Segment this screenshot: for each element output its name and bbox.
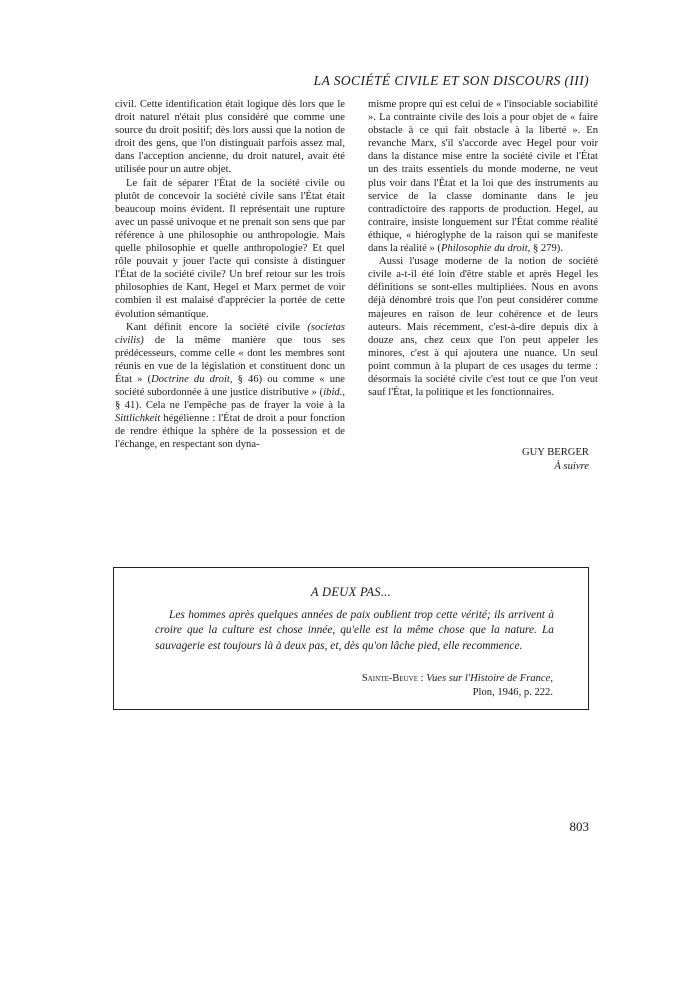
work-title: Philosophie du droit, [440, 243, 531, 255]
quote-source-separator: : [418, 673, 427, 684]
signature-note: À suivre [554, 461, 589, 472]
text-run: § 46) ou comme « une société subordonnée à une justice distributive » ( [115, 373, 345, 399]
text-run: misme propre qui est celui de « l'insociable sociabilité ». La contrainte civile des lois a pour objet de « faire obstacle à ce qui fait obstacle à la liberté ». En revanche Marx, s'il s'accorde avec Hegel pour voir dans la distance mise entre la société civile et l'État un des traits essentiels du monde moderne, ne veut plus voir dans l'État et la loi que des instruments au service de la classe dominante dans le jeu contradictoire des rapports de production. Hegel, au contraire, insiste longuement sur l'État comme réalité éthique, « hiéroglyphe de la raison qui se manifeste dans la réalité » ( [368, 99, 598, 255]
left-paragraph-3 [115, 321, 345, 452]
signature-author: GUY BERGER [522, 447, 589, 458]
text-run: § 279). [530, 243, 563, 255]
quote-source-work: Vues sur l'Histoire de France, [426, 673, 553, 684]
text-run: Kant définit encore la société civile [126, 321, 308, 333]
quote-text: Les hommes après quelques années de paix oublient trop cette vérité; ils arrivent à croire que la culture est chose innée, qu'elle est la même chose que la nature. La sauvagerie est toujours là à deux pas, et, dès qu'on lâche pied, elle recommence. [155, 609, 554, 652]
text-run: hégélienne : l'État de droit a pour fonction de rendre éthique la sphère de la possession et de l'échange, en respectant son dyna- [115, 413, 345, 451]
german-term: Sittlichkeit [115, 413, 161, 425]
quote-box [113, 567, 589, 710]
quote-box-title: A DEUX PAS... [310, 585, 392, 599]
work-title: Doctrine du droit, [151, 373, 233, 385]
right-paragraph-2: Aussi l'usage moderne de la notion de société civile a-t-il été loin d'être stable et après Hegel les définitions se sont-elles multipliées. Nous en avons déjà dénombré trois que l'on peut considérer comme majeures en raison de leur cohérence et de leurs auteurs. Mais récemment, c'est-à-dire depuis dix à douze ans, chez ceux que l'on peut appeler les minores, c'est à qui ajoutera une nuance. Un seul point commun à la plupart de ces usages du terme : désormais la société civile c'est tout ce que l'on veut sauf l'État, la politique et les fonctionnaires. [368, 256, 598, 399]
page-number: 803 [569, 819, 589, 834]
running-head: LA SOCIÉTÉ CIVILE ET SON DISCOURS (III) [313, 73, 589, 88]
text-run: de la même manière que tous ses prédécesseurs, comme celle « dont les membres sont réunis en vue de la législation et constituent donc un État » ( [115, 334, 345, 385]
left-column [115, 98, 345, 452]
quote-source-author: Sainte-Beuve [361, 673, 419, 684]
quote-source [362, 672, 553, 700]
left-paragraph-2: Le fait de séparer l'État de la société civile ou plutôt de concevoir la société civile sans l'État était beaucoup moins évident. Il représentait une rupture avec un passé univoque et ne prenait son sens que par référence à une philosophie ou anthropologie. Mais quelle philosophie et quelle anthropologie? Et quel rôle pouvait y jouer l'acte qui consiste à distinguer l'État de la société civile? Un bref retour sur les trois philosophies de Kant, Hegel et Marx permet de voir combien il est malaisé d'apprécier la portée de cette évolution sémantique. [115, 177, 345, 320]
signature [522, 446, 589, 474]
right-column [368, 98, 598, 399]
text-run: § 41). Cela ne l'empêche pas de frayer la voie à la [115, 400, 345, 412]
right-paragraph-1 [368, 98, 598, 255]
quote-source-publication: Plon, 1946, p. 222. [472, 687, 553, 698]
latin-term: (societas civilis) [115, 321, 345, 346]
ibid-ref: ibid., [323, 387, 345, 399]
left-paragraph-1: civil. Cette identification était logique dès lors que le droit naturel n'était plus considéré que comme une source du droit positif; dès lors aussi que la notion de droit des gens, que l'on distinguait parfois assez mal, dans l'acception ancienne, du droit naturel, avait été utilisée pour un autre objet. [115, 99, 345, 176]
